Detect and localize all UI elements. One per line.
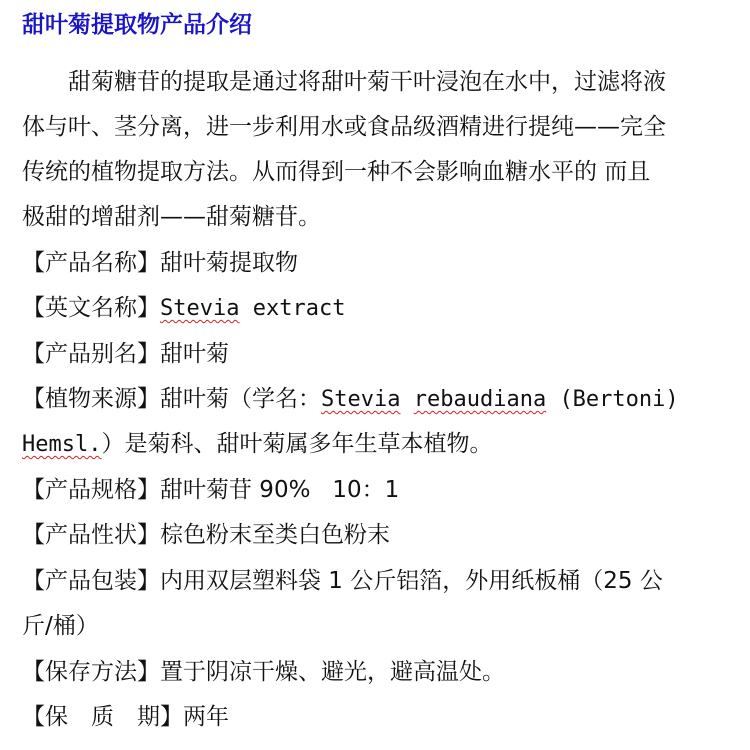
latin-genus: Stevia (321, 387, 401, 412)
latin-author: (Bertoni) (559, 387, 679, 412)
field-label: 【英文名称】 (22, 295, 160, 321)
field-value: 甜叶菊苷 90% 10：1 (160, 477, 400, 503)
field-value-rest: ）是菊科、甜叶菊属多年生草本植物。 (101, 431, 493, 457)
field-value: 内用双层塑料袋 1 公斤铝箔，外用纸板桶（25 公 (160, 568, 663, 594)
latin-species: rebaudiana (413, 387, 547, 412)
field-packaging-line-2: 斤/桶） (22, 613, 99, 639)
field-value-stevia: Stevia (160, 296, 240, 321)
field-alias (22, 336, 229, 373)
field-value: 两年 (183, 704, 229, 730)
field-packaging (22, 563, 663, 600)
field-appearance (22, 517, 390, 554)
field-label: 【产品性状】 (22, 522, 160, 548)
field-value-extract: extract (239, 296, 346, 321)
field-value: 甜叶菊 (160, 341, 229, 367)
field-label: 【产品名称】 (22, 250, 160, 276)
field-value: 棕色粉末至类白色粉末 (160, 522, 390, 548)
field-label: 【保存方法】 (22, 659, 160, 685)
field-product-name (22, 245, 298, 282)
field-value: 置于阴凉干燥、避光，避高温处。 (160, 659, 505, 685)
field-label: 【产品规格】 (22, 477, 160, 503)
intro-line-3: 传统的植物提取方法。从而得到一种不会影响血糖水平的 而且 (22, 159, 651, 185)
latin-author-2: Hemsl. (22, 432, 102, 457)
field-value-prefix: 甜叶菊（学名： (160, 386, 321, 412)
field-spec (22, 472, 399, 509)
intro-line-2: 体与叶、茎分离，进一步利用水或食品级酒精进行提纯——完全 (22, 114, 666, 140)
field-label: 【产品包装】 (22, 568, 160, 594)
field-source (22, 381, 679, 418)
intro-line-4: 极甜的增甜剂——甜菊糖苷。 (22, 204, 321, 230)
intro-line-1: 甜菊糖苷的提取是通过将甜叶菊干叶浸泡在水中，过滤将液 (68, 69, 666, 95)
field-value: 甜叶菊提取物 (160, 250, 298, 276)
field-label: 【植物来源】 (22, 386, 160, 412)
field-storage (22, 654, 505, 691)
field-shelf-life (22, 699, 229, 736)
field-source-line-2 (22, 426, 492, 463)
document-title: 甜叶菊提取物产品介绍 (22, 12, 252, 38)
field-label: 【产品别名】 (22, 341, 160, 367)
field-label: 【保 质 期】 (22, 704, 183, 730)
field-english-name (22, 290, 345, 327)
